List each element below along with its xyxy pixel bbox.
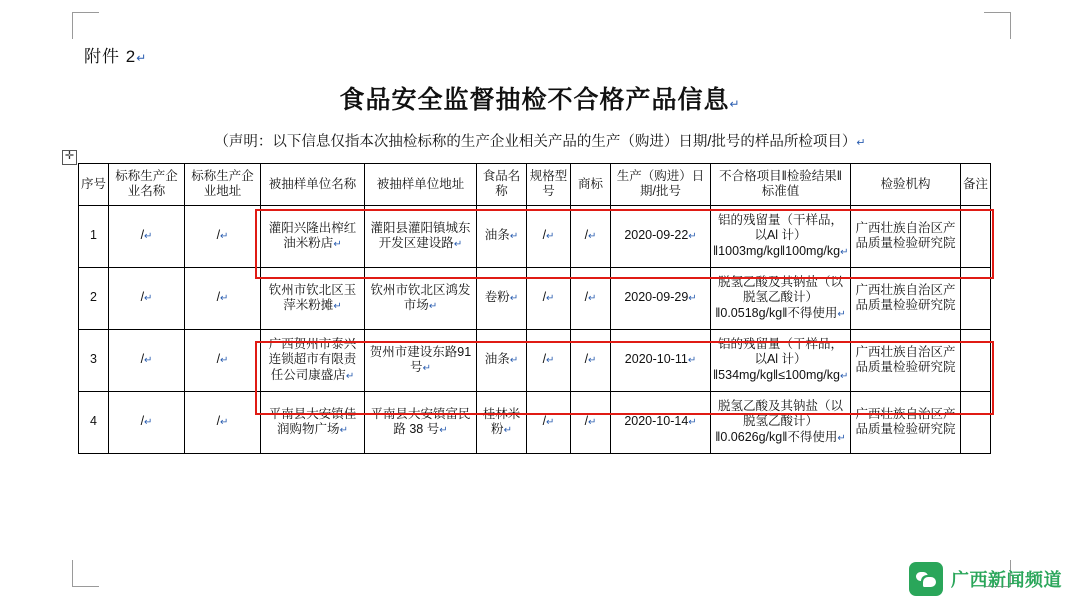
cell-mark-icon: ↵ (220, 293, 229, 305)
col-header-index: 序号 (79, 164, 109, 206)
cell-inspection-org (851, 391, 961, 453)
crop-mark-bottom-left (72, 560, 99, 587)
cell-failed-item (711, 205, 851, 267)
cell-sampled-unit-name (261, 391, 365, 453)
cell-failed-item (711, 267, 851, 329)
cell-index (79, 391, 109, 453)
cell-date-batch (611, 329, 711, 391)
cell-date-batch-text: 2020-10-14 (624, 414, 689, 429)
cell-mark-icon: ↵ (339, 425, 348, 436)
paragraph-mark-icon: ↵ (136, 51, 148, 65)
cell-failed-item-text: 脱氢乙酸及其钠盐（以脱氢乙酸计）‖0.0626g/kg‖不得使用 (715, 399, 843, 444)
cell-remark (961, 391, 991, 453)
cell-mark-icon: ↵ (345, 370, 355, 382)
cell-trademark-text: / (584, 352, 589, 367)
cell-mark-icon: ↵ (220, 355, 229, 367)
cell-producer-name (109, 391, 185, 453)
col-header-remark: 备注 (961, 164, 991, 206)
cell-inspection-org-text: 广西壮族自治区产品质量检验研究院 (855, 220, 956, 250)
cell-mark-icon: ↵ (509, 293, 519, 305)
cell-mark-icon: ↵ (840, 246, 849, 258)
cell-producer-address (185, 267, 261, 329)
cell-producer-address (185, 205, 261, 267)
col-header-sampled-unit-name: 被抽样单位名称 (261, 164, 365, 206)
cell-remark (961, 329, 991, 391)
col-header-producer-name: 标称生产企业名称 (109, 164, 185, 206)
cell-failed-item-text: 铝的残留量（干样品，以Al 计）‖534mg/kg‖≤100mg/kg (713, 337, 843, 382)
cell-index-text: 4 (90, 414, 97, 429)
crop-mark-top-left (72, 12, 99, 39)
cell-mark-icon: ↵ (837, 432, 846, 444)
paragraph-mark-icon: ↵ (856, 137, 866, 149)
cell-mark-icon: ↵ (422, 363, 431, 374)
cell-producer-name-text: / (140, 228, 145, 243)
cell-mark-icon: ↵ (688, 417, 697, 429)
cell-sampled-unit-address (365, 329, 477, 391)
col-header-inspection-org: 检验机构 (851, 164, 961, 206)
table-header-row (79, 164, 991, 206)
cell-sampled-unit-name (261, 329, 365, 391)
cell-inspection-org-text: 广西壮族自治区产品质量检验研究院 (855, 406, 956, 436)
cell-trademark-text: / (584, 414, 589, 429)
cell-mark-icon: ↵ (546, 355, 555, 367)
cell-sampled-unit-address-text: 灌阳县灌阳镇城东开发区建设路 (370, 220, 471, 250)
cell-producer-address-text: / (216, 414, 221, 429)
cell-sampled-unit-name-text: 钦州市钦北区玉萍米粉摊 (268, 282, 357, 312)
attachment-label (84, 42, 147, 67)
cell-mark-icon: ↵ (688, 293, 697, 305)
cell-mark-icon: ↵ (588, 231, 597, 243)
cell-producer-address (185, 391, 261, 453)
table-row (79, 329, 991, 391)
col-header-failed-item: 不合格项目‖检验结果‖标准值 (711, 164, 851, 206)
cell-spec-text: / (542, 414, 547, 429)
cell-mark-icon: ↵ (453, 239, 463, 250)
cell-date-batch (611, 267, 711, 329)
cell-trademark-text: / (584, 290, 589, 305)
cell-mark-icon: ↵ (503, 425, 512, 436)
inspection-results-table (78, 163, 991, 454)
cell-mark-icon: ↵ (144, 231, 153, 243)
cell-producer-name-text: / (140, 290, 145, 305)
cell-sampled-unit-address-text: 贺州市建设东路91号 (369, 344, 472, 374)
cell-trademark (571, 205, 611, 267)
cell-trademark (571, 267, 611, 329)
declaration-content: （声明：以下信息仅指本次抽检标称的生产企业相关产品的生产（购进）日期/批号的样品所检项目） (214, 134, 857, 150)
cell-spec (527, 205, 571, 267)
cell-food-name (477, 391, 527, 453)
cell-food-name-text: 桂林米粉 (482, 406, 521, 436)
cell-spec (527, 267, 571, 329)
cell-spec (527, 329, 571, 391)
page-title-text: 食品安全监督抽检不合格产品信息 (339, 86, 730, 114)
cell-sampled-unit-name-text: 灌阳兴隆出榨红油米粉店 (268, 220, 357, 250)
cell-food-name-text: 卷粉 (484, 290, 510, 305)
cell-date-batch-text: 2020-10-11 (624, 352, 688, 367)
cell-mark-icon: ↵ (439, 425, 448, 436)
table-move-handle-icon[interactable]: ✛ (62, 150, 77, 165)
cell-sampled-unit-address-text: 钦州市钦北区鸿发市场 (370, 282, 471, 312)
cell-food-name (477, 329, 527, 391)
col-header-producer-address: 标称生产企业地址 (185, 164, 261, 206)
cell-trademark (571, 391, 611, 453)
cell-mark-icon: ↵ (333, 301, 342, 312)
cell-sampled-unit-address (365, 205, 477, 267)
cell-mark-icon: ↵ (144, 355, 153, 367)
cell-mark-icon: ↵ (837, 308, 846, 320)
cell-index (79, 329, 109, 391)
cell-inspection-org (851, 329, 961, 391)
wechat-logo-icon (909, 562, 943, 596)
cell-producer-name (109, 205, 185, 267)
cell-sampled-unit-name-text: 平南县大安镇佳润购物广场 (268, 406, 357, 436)
crop-mark-top-right (984, 12, 1011, 39)
cell-trademark-text: / (584, 228, 589, 243)
cell-inspection-org (851, 267, 961, 329)
col-header-date-batch: 生产（购进）日期/批号 (611, 164, 711, 206)
watermark-badge (909, 562, 1062, 596)
table-row (79, 267, 991, 329)
cell-mark-icon: ↵ (687, 355, 697, 367)
cell-mark-icon: ↵ (588, 355, 597, 367)
table-row (79, 205, 991, 267)
cell-date-batch-text: 2020-09-29 (624, 290, 689, 305)
cell-failed-item (711, 329, 851, 391)
cell-producer-address-text: / (216, 228, 221, 243)
col-header-food-name: 食品名称 (477, 164, 527, 206)
cell-food-name-text: 油条 (484, 228, 510, 243)
cell-spec-text: / (542, 290, 547, 305)
cell-producer-name-text: / (140, 414, 145, 429)
cell-mark-icon: ↵ (144, 417, 153, 429)
cell-sampled-unit-address (365, 391, 477, 453)
attachment-label-text: 附件 2 (84, 47, 137, 66)
paragraph-mark-icon: ↵ (729, 97, 741, 111)
cell-index-text: 1 (90, 228, 97, 243)
page-title (0, 80, 1080, 116)
cell-food-name-text: 油条 (484, 352, 510, 367)
cell-trademark (571, 329, 611, 391)
cell-food-name (477, 205, 527, 267)
cell-sampled-unit-address-text: 平南县大安镇富民路 38 号 (370, 406, 471, 436)
cell-sampled-unit-name-text: 广西贺州市泰兴连锁超市有限责任公司康盛店 (268, 337, 357, 382)
cell-mark-icon: ↵ (546, 293, 555, 305)
cell-producer-name-text: / (140, 352, 145, 367)
cell-mark-icon: ↵ (839, 370, 849, 382)
cell-date-batch (611, 205, 711, 267)
cell-failed-item-text: 脱氢乙酸及其钠盐（以脱氢乙酸计）‖0.0518g/kg‖不得使用 (715, 275, 843, 320)
cell-mark-icon: ↵ (428, 301, 438, 312)
cell-mark-icon: ↵ (509, 355, 519, 367)
cell-failed-item-text: 铝的残留量（干样品，以Al 计）‖1003mg/kg‖100mg/kg (713, 213, 843, 258)
cell-failed-item (711, 391, 851, 453)
cell-mark-icon: ↵ (220, 231, 229, 243)
cell-mark-icon: ↵ (546, 417, 555, 429)
cell-mark-icon: ↵ (688, 231, 697, 243)
col-header-sampled-unit-address: 被抽样单位地址 (365, 164, 477, 206)
cell-mark-icon: ↵ (588, 417, 597, 429)
cell-producer-name (109, 329, 185, 391)
cell-spec-text: / (542, 228, 547, 243)
cell-sampled-unit-name (261, 205, 365, 267)
watermark-text: 广西新闻频道 (951, 570, 1062, 590)
cell-index-text: 3 (90, 352, 97, 367)
cell-mark-icon: ↵ (144, 293, 153, 305)
declaration-text (0, 130, 1080, 151)
cell-index-text: 2 (90, 290, 97, 305)
cell-inspection-org-text: 广西壮族自治区产品质量检验研究院 (855, 344, 956, 374)
cell-mark-icon: ↵ (220, 417, 229, 429)
cell-producer-name (109, 267, 185, 329)
col-header-trademark: 商标 (571, 164, 611, 206)
cell-inspection-org-text: 广西壮族自治区产品质量检验研究院 (855, 282, 956, 312)
table-row (79, 391, 991, 453)
cell-mark-icon: ↵ (509, 231, 519, 243)
cell-inspection-org (851, 205, 961, 267)
cell-mark-icon: ↵ (333, 239, 342, 250)
cell-index (79, 267, 109, 329)
cell-mark-icon: ↵ (546, 231, 555, 243)
cell-spec (527, 391, 571, 453)
cell-producer-address-text: / (216, 352, 221, 367)
cell-sampled-unit-name (261, 267, 365, 329)
cell-remark (961, 267, 991, 329)
cell-date-batch-text: 2020-09-22 (624, 228, 689, 243)
col-header-spec: 规格型号 (527, 164, 571, 206)
cell-index (79, 205, 109, 267)
cell-producer-address (185, 329, 261, 391)
cell-mark-icon: ↵ (588, 293, 597, 305)
cell-date-batch (611, 391, 711, 453)
cell-food-name (477, 267, 527, 329)
cell-spec-text: / (542, 352, 547, 367)
cell-remark (961, 205, 991, 267)
cell-sampled-unit-address (365, 267, 477, 329)
cell-producer-address-text: / (216, 290, 221, 305)
